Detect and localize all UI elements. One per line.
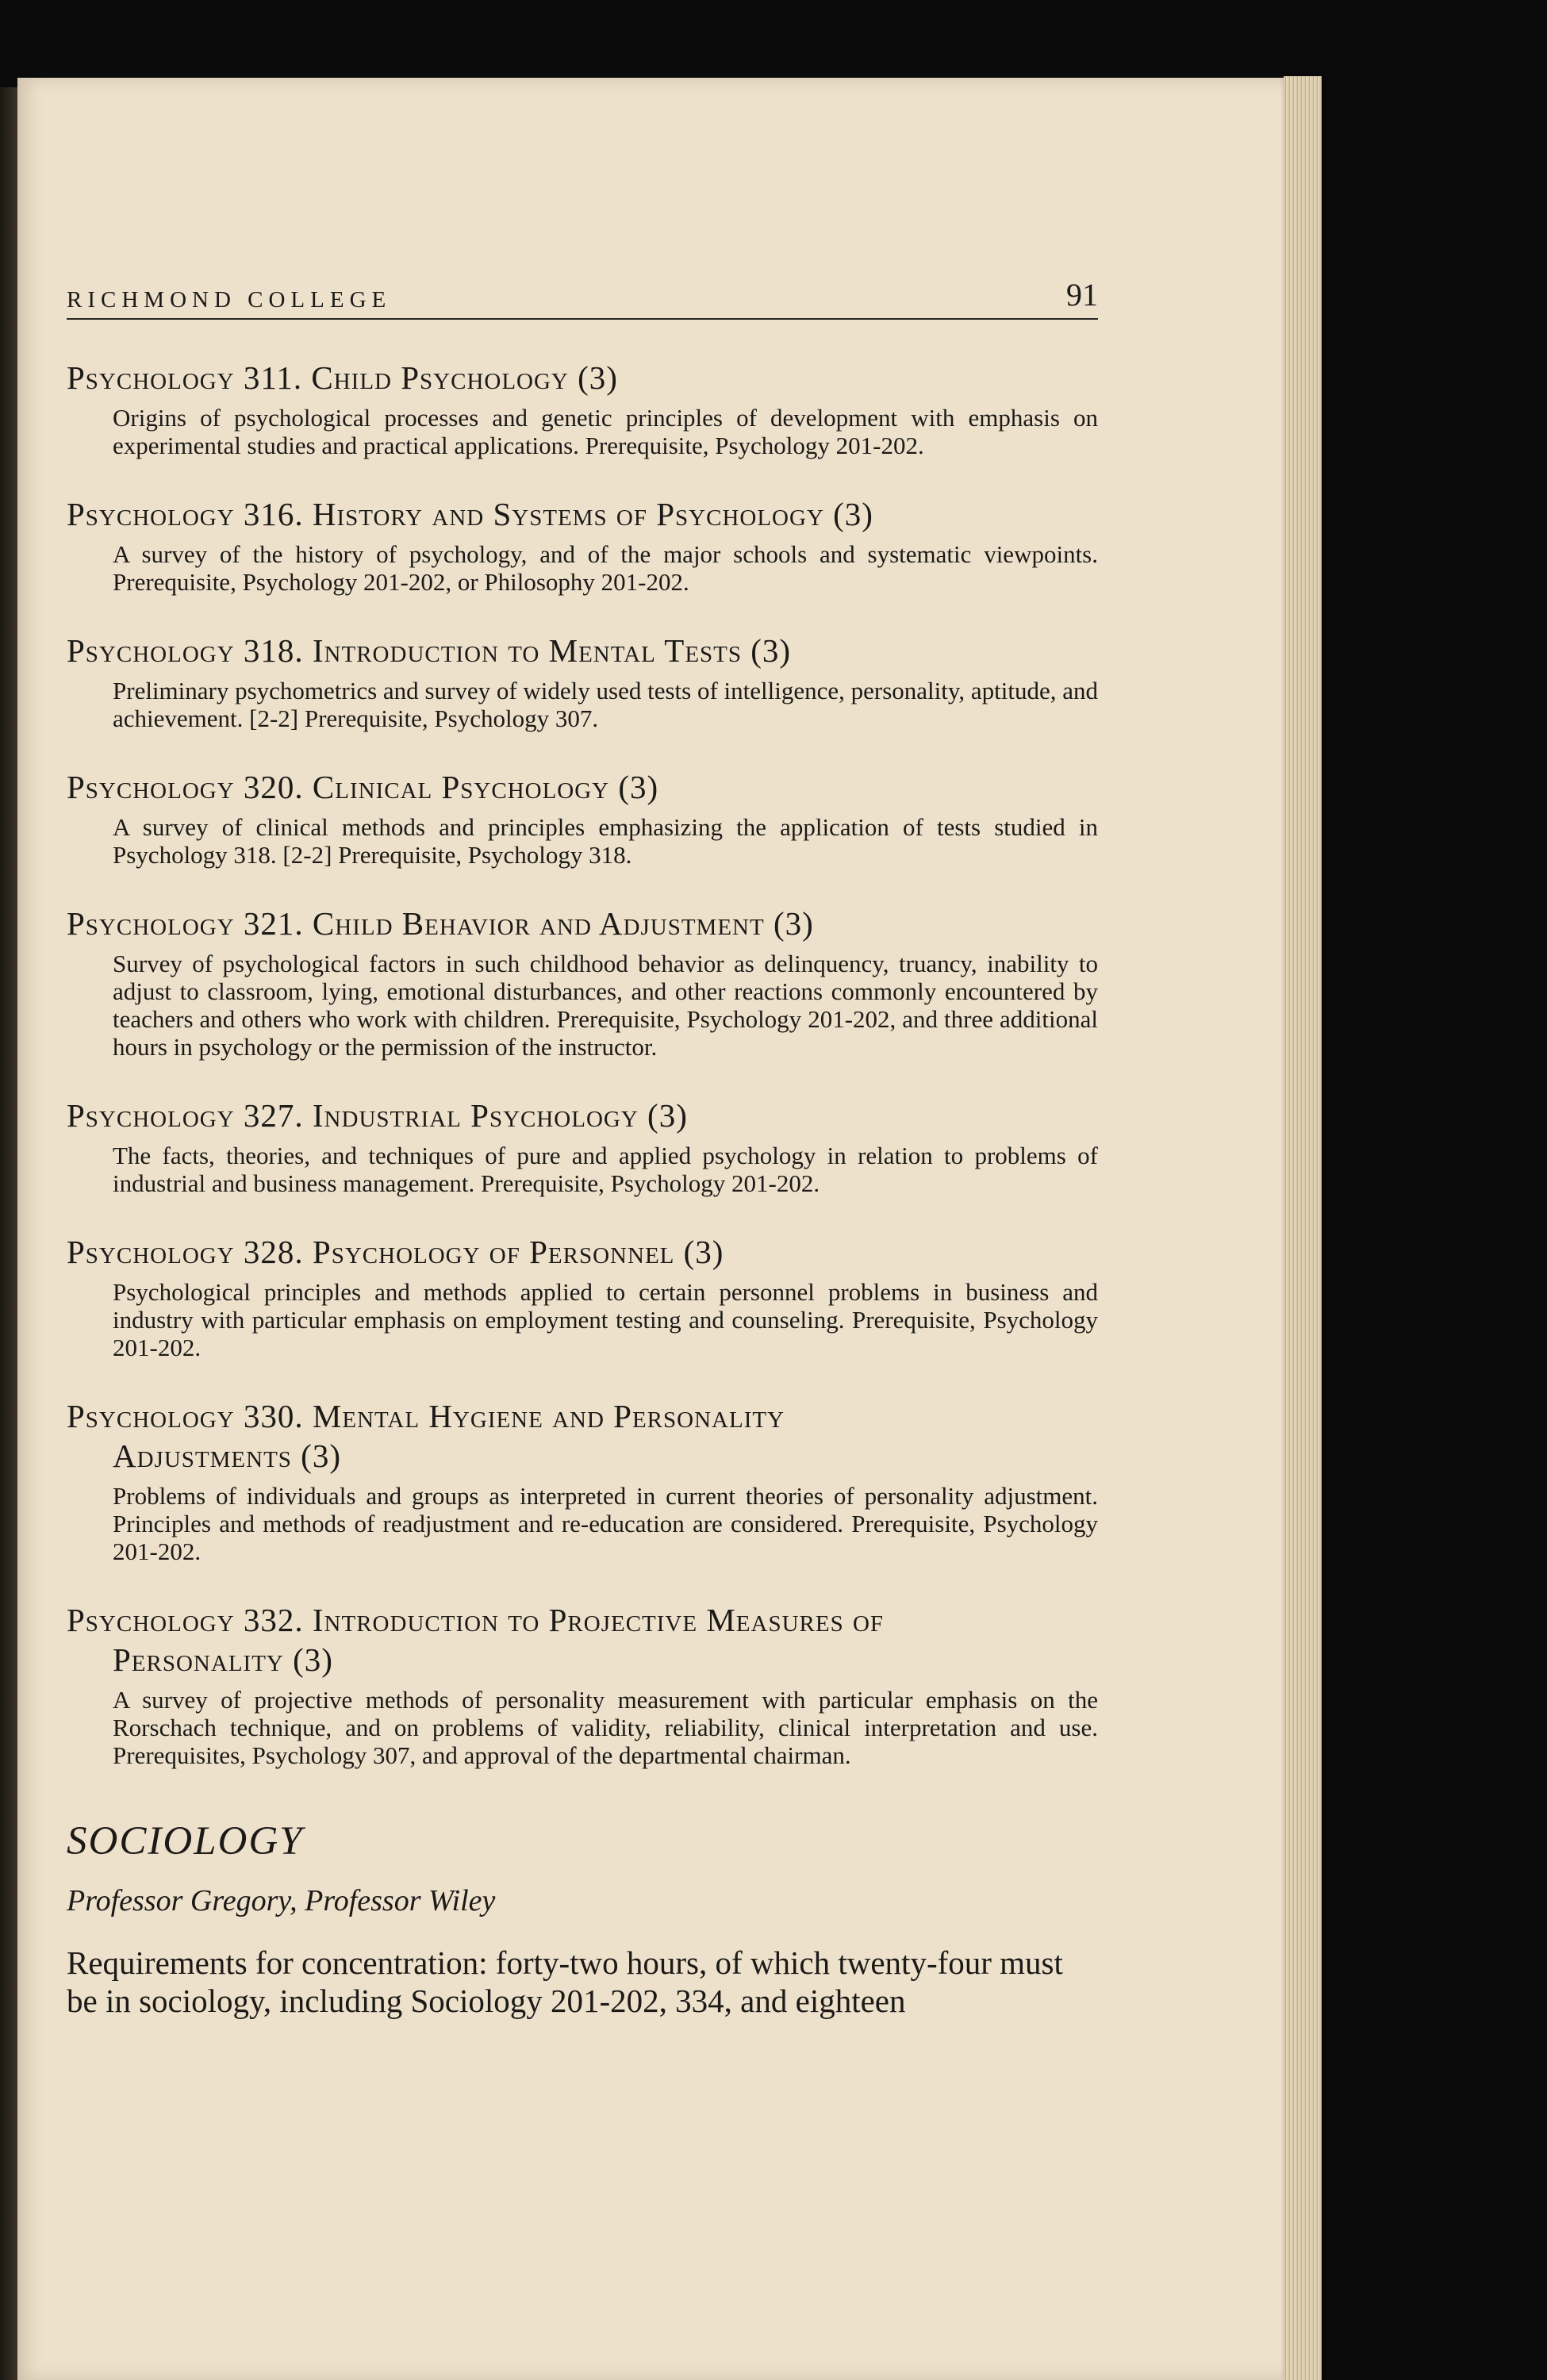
- course-title-continued: [67, 1436, 1098, 1476]
- course-entry: [67, 904, 1098, 1061]
- course-description: Origins of psychological processes and genetic principles of development with emphasis on experimental studies and practical applications. Prerequisite, Psychology 201-202.: [113, 404, 1098, 459]
- course-description: Psychological principles and methods applied to certain personnel problems in business and industry with particular emphasis on employment testing and counseling. Prerequisite, Psychology 201-202.: [113, 1278, 1098, 1361]
- course-number: Psychology 320.: [67, 769, 304, 805]
- sociology-section: [67, 1818, 1098, 2020]
- course-credits: (3): [618, 769, 659, 805]
- course-number: Psychology 332.: [67, 1602, 304, 1638]
- course-description: Preliminary psychometrics and survey of widely used tests of intelligence, personality, aptitude, and achievement. [2-2] Prerequisite, Psychology 307.: [113, 677, 1098, 732]
- course-heading: [67, 358, 1098, 397]
- course-number: Psychology 321.: [67, 905, 304, 942]
- course-number: Psychology 311.: [67, 359, 303, 396]
- course-entry: [67, 1600, 1098, 1769]
- course-list: [67, 358, 1098, 1769]
- course-entry: [67, 767, 1098, 869]
- course-credits: (3): [578, 359, 618, 396]
- course-title: Mental Hygiene and Personality: [312, 1398, 785, 1434]
- course-heading: [67, 1232, 1098, 1272]
- page-stack-edge: [1284, 76, 1322, 2380]
- course-heading: [67, 1600, 1098, 1679]
- course-title: Clinical Psychology: [312, 769, 610, 805]
- course-title: Introduction to Projective Measures of: [312, 1602, 885, 1638]
- course-heading: [67, 631, 1098, 670]
- course-title: Industrial Psychology: [312, 1097, 639, 1134]
- page-number: 91: [1066, 277, 1098, 313]
- course-credits: (3): [773, 905, 814, 942]
- course-title: Child Behavior and Adjustment: [312, 905, 765, 942]
- course-credits: (3): [750, 632, 792, 669]
- course-entry: [67, 631, 1098, 732]
- course-title-cont-text: Personality: [113, 1641, 284, 1678]
- course-entry: [67, 494, 1098, 596]
- course-credits: (3): [833, 496, 873, 532]
- course-number: Psychology 318.: [67, 632, 304, 669]
- course-heading: [67, 767, 1098, 807]
- course-description: Problems of individuals and groups as interpreted in current theories of personality adjustment. Principles and methods of readjustment and re-education are considered. Prerequisite, Psychology 201-202.: [113, 1482, 1098, 1565]
- course-entry: [67, 358, 1098, 459]
- course-number: Psychology 316.: [67, 496, 304, 532]
- page-content: [67, 276, 1098, 2020]
- course-title-cont-text: Adjustments: [113, 1438, 292, 1474]
- course-number: Psychology 327.: [67, 1097, 304, 1134]
- department-title: SOCIOLOGY: [67, 1819, 304, 1864]
- running-head: [67, 276, 1098, 320]
- course-title: Introduction to Mental Tests: [312, 632, 743, 669]
- department-faculty: Professor Gregory, Professor Wiley: [67, 1884, 496, 1917]
- course-credits: (3): [293, 1641, 333, 1678]
- concentration-requirements: Requirements for concentration: forty-two hours, of which twenty-four must be in sociology, including Sociology 201-202, 334, and eighteen: [67, 1944, 1063, 2019]
- page: [17, 78, 1296, 2380]
- course-description: A survey of clinical methods and principles emphasizing the application of tests studied in Psychology 318. [2-2] Prerequisite, Psychology 318.: [113, 813, 1098, 869]
- course-credits: (3): [301, 1438, 341, 1474]
- course-heading: [67, 494, 1098, 534]
- course-credits: (3): [647, 1097, 688, 1134]
- course-entry: [67, 1232, 1098, 1361]
- course-heading: [67, 1096, 1098, 1135]
- course-entry: [67, 1396, 1098, 1565]
- course-entry: [67, 1096, 1098, 1197]
- course-title: History and Systems of Psychology: [312, 496, 824, 532]
- course-description: A survey of projective methods of personality measurement with particular emphasis on the Rorschach technique, and on problems of validity, reliability, clinical interpretation and use. Prerequisites, Psychology 307, and approval of the departmental chairman.: [113, 1686, 1098, 1769]
- course-description: A survey of the history of psychology, and of the major schools and systematic viewpoints. Prerequisite, Psychology 201-202, or Philosophy 201-202.: [113, 540, 1098, 596]
- course-title: Psychology of Personnel: [312, 1234, 675, 1270]
- college-name: RICHMOND COLLEGE: [67, 287, 392, 313]
- course-number: Psychology 328.: [67, 1234, 304, 1270]
- course-description: Survey of psychological factors in such childhood behavior as delinquency, truancy, inability to adjust to classroom, lying, emotional disturbances, and other reactions commonly encountered by teachers and others who work with children. Prerequisite, Psychology 201-202, and three additional hours in psychology or the permission of the instructor.: [113, 950, 1098, 1061]
- course-description: The facts, theories, and techniques of pure and applied psychology in relation to problems of industrial and business management. Prerequisite, Psychology 201-202.: [113, 1142, 1098, 1197]
- course-heading: [67, 1396, 1098, 1476]
- course-title: Child Psychology: [311, 359, 569, 396]
- course-number: Psychology 330.: [67, 1398, 304, 1434]
- course-title-continued: [67, 1640, 1098, 1679]
- course-heading: [67, 904, 1098, 943]
- course-credits: (3): [683, 1234, 724, 1270]
